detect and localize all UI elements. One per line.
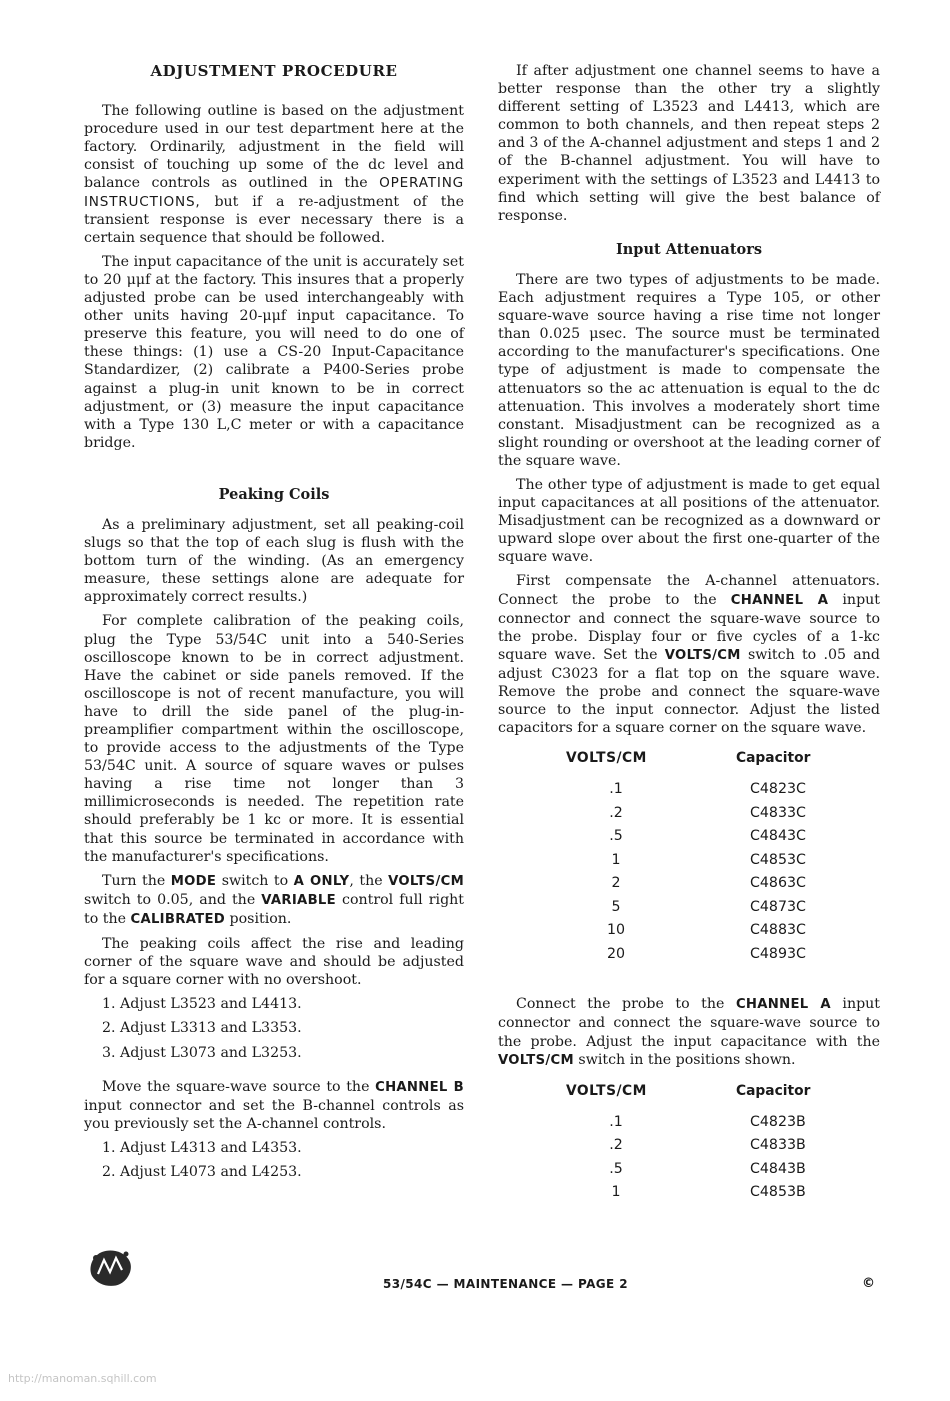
attenuators-paragraph-4 (498, 995, 880, 1069)
text-run: Turn the (102, 872, 171, 889)
capacitor-cell: C4863C (750, 875, 806, 892)
section-heading-adjustment-procedure: ADJUSTMENT PROCEDURE (150, 62, 398, 80)
subheading-peaking-coils: Peaking Coils (218, 485, 330, 503)
peaking-paragraph-3 (84, 872, 464, 929)
table-body (544, 1110, 810, 1204)
column-header-capacitor: Capacitor (736, 750, 811, 767)
attenuators-paragraph-2: The other type of adjustment is made to get equal input capacitances at all positions of the attenuator. Misadjustment can be recognized as a downward or upward slope over about the first one-quarter of the square wave. (498, 476, 880, 566)
text-run: , the (349, 872, 389, 889)
capacitor-table-b (544, 1082, 810, 1204)
attenuators-paragraph-1: There are two types of adjustments to be made. Each adjustment requires a Type 105, or other square-wave source having a rise time not longer than 0.025 μsec. The source must be terminated according to the manufacturer's specifications. One type of adjustment is made to compensate the attenuators so the ac attenuation is equal to the dc attenuation. This involves a moderately short time constant. Misadjustment can be recognized as a slight rounding or overshoot at the leading corner of the square wave. (498, 271, 880, 469)
peaking-paragraph-1: As a preliminary adjustment, set all peaking-coil slugs so that the top of each slug is flush with the bottom turn of the winding. (As an emergency measure, these settings alone are adequate for approximately correct results.) (84, 516, 464, 606)
intro-paragraph-2: The input capacitance of the unit is accurately set to 20 μμf at the factory. This insures that a properly adjusted probe can be used interchangeably with other units having 20-μμf input capacitance. To preserve this feature, you will need to do one of these things: (1) use a CS-20 Input-Capacitance Standardizer, (2) calibrate a P400-Series probe against a plug-in unit known to be in correct adjustment, or (3) measure the input capacitance with a Type 130 L,C meter or with a capacitance bridge. (84, 253, 464, 451)
text-run: control full right to the (84, 891, 464, 927)
a-only-label: A ONLY (293, 873, 350, 889)
channel-b-label: CHANNEL B (375, 1079, 464, 1095)
volts-cm-cell: .5 (609, 828, 623, 845)
volts-cm-cell: 2 (611, 875, 621, 892)
capacitor-cell: C4893C (750, 945, 806, 962)
volts-cm-cell: .5 (609, 1160, 623, 1177)
text-run: First compensate the A-channel attenuators. Connect the probe to the (498, 573, 880, 608)
table-row (544, 848, 810, 872)
left-column (84, 62, 464, 1187)
table-row (544, 918, 810, 942)
volts-cm-cell: .1 (609, 1113, 623, 1130)
peaking-paragraph-2: For complete calibration of the peaking coils, plug the Type 53/54C unit into a 540-Series oscilloscope known to be in correct adjustment. Have the cabinet or side panels removed. If the oscilloscope is not of recent manufacture, you will have to drill the side panel of the plug-in-preamplifier compartment within the oscilloscope, to provide access to the adjustments of the Type 53/54C unit. A source of square waves or pulses having a rise time not longer than 3 millimicroseconds is needed. The repetition rate should preferably be 1 kc or more. It is essential that this source be terminated in accordance with the manufacturer's specifications. (84, 613, 464, 865)
text-run: Connect the probe to the (516, 996, 736, 1013)
capacitor-cell: C4843C (750, 828, 806, 845)
intro-text-c: but if a re-adjustment of the transient response is ever necessary there is a certain sequence that should be followed. (84, 193, 464, 246)
step-a-2: 2. Adjust L3313 and L3353. (102, 1020, 302, 1037)
volts-cm-label: VOLTS/CM (388, 873, 464, 889)
table-body (544, 777, 810, 965)
variable-label: VARIABLE (261, 892, 336, 908)
volts-cm-cell: 1 (611, 1184, 621, 1201)
capacitor-cell: C4873C (750, 898, 806, 915)
channel-a-label: CHANNEL A (735, 997, 831, 1013)
capacitor-cell: C4833B (750, 1137, 806, 1154)
table-row (544, 895, 810, 919)
column-header-volts-cm: VOLTS/CM (566, 1082, 647, 1099)
table-row (544, 1180, 810, 1204)
text-run: position. (225, 910, 292, 927)
volts-cm-cell: 20 (606, 945, 626, 962)
capacitor-cell: C4883C (750, 922, 806, 939)
table-row (544, 1157, 810, 1181)
step-b-1: 1. Adjust L4313 and L4353. (102, 1139, 302, 1156)
text-run: input connector and set the B-channel controls as you previously set the A-channel controls. (84, 1097, 464, 1132)
text-run: switch to (216, 872, 294, 889)
peaking-paragraph-4: The peaking coils affect the rise and leading corner of the square wave and should be adjusted for a square corner with no overshoot. (84, 936, 464, 989)
volts-cm-cell: 10 (606, 922, 626, 939)
table-row (544, 777, 810, 801)
capacitor-cell: C4843B (750, 1160, 806, 1177)
text-run: input connector and connect the square-wave source to the probe. Adjust the input capacitance with the (498, 996, 880, 1050)
volts-cm-cell: .2 (609, 1137, 623, 1154)
column-header-volts-cm: VOLTS/CM (566, 750, 647, 767)
capacitor-cell: C4853B (750, 1184, 806, 1201)
step-b-2: 2. Adjust L4073 and L4253. (102, 1163, 302, 1180)
text-run: switch to .05 and adjust C3023 for a flat top on the square wave. Remove the probe and connect the square-wave source to the input connector. Adjust the listed capacitors for a square corner on the square wave. (498, 646, 880, 737)
attenuators-paragraph-3 (498, 572, 880, 737)
table-header-row (544, 749, 810, 777)
table-row (544, 824, 810, 848)
table-row (544, 871, 810, 895)
step-a-1: 1. Adjust L3523 and L4413. (102, 996, 302, 1013)
table-row (544, 801, 810, 825)
table-header-row (544, 1082, 810, 1110)
tektronix-logo-icon (86, 1246, 134, 1290)
step-a-3: 3. Adjust L3073 and L3253. (102, 1044, 302, 1061)
text-run: switch in the positions shown. (573, 1051, 796, 1068)
intro-text-a: The following outline is based on the adjustment procedure used in our test department here at the factory. Ordinarily, adjustment in the field will consist of touching up some of the dc level and balance controls as outlined in the (84, 103, 464, 192)
volts-cm-cell: .2 (609, 804, 623, 821)
copyright-mark: © (862, 1276, 875, 1291)
page-footer: 53/54C — MAINTENANCE — PAGE 2 (383, 1277, 628, 1291)
text-run: Move the square-wave source to the (102, 1078, 376, 1095)
capacitor-table-c (544, 749, 810, 965)
source-watermark: http://manoman.sqhill.com (8, 1372, 157, 1385)
volts-cm-cell: .1 (609, 781, 623, 798)
operating-instructions-ref: OPERATING INSTRUCTIONS, (84, 175, 464, 210)
move-paragraph (84, 1078, 464, 1133)
right-column (498, 62, 880, 1204)
response-paragraph: If after adjustment one channel seems to have a better response than the other try a slightly different setting of L3523 and L4413, which are common to both channels, and then repeat steps 2 and 3 of the A-channel adjustment and steps 1 and 2 of the B-channel adjustment. You will have to experiment with the settings of L3523 and L4413 to find which setting will give the best balance of response. (498, 63, 880, 224)
capacitor-cell: C4853C (750, 851, 806, 868)
volts-cm-label: VOLTS/CM (664, 647, 741, 663)
table-row (544, 1133, 810, 1157)
channel-a-label: CHANNEL A (730, 592, 829, 608)
calibrated-label: CALIBRATED (130, 911, 226, 927)
column-header-capacitor: Capacitor (736, 1082, 811, 1099)
volts-cm-cell: 1 (611, 851, 621, 868)
text-run: input connector and connect the square-wave source to the probe. Display four or five cycles of a 1-kc square wave. Set the (498, 591, 880, 663)
capacitor-cell: C4823B (750, 1113, 806, 1130)
volts-cm-cell: 5 (611, 898, 621, 915)
volts-cm-label: VOLTS/CM (498, 1052, 574, 1068)
text-run: switch to 0.05, and the (84, 891, 262, 908)
table-row (544, 942, 810, 966)
capacitor-cell: C4823C (750, 781, 806, 798)
subheading-input-attenuators: Input Attenuators (615, 240, 763, 258)
mode-switch-label: MODE (170, 873, 217, 889)
capacitor-cell: C4833C (750, 804, 806, 821)
table-row (544, 1110, 810, 1134)
intro-paragraph-1 (84, 102, 464, 247)
